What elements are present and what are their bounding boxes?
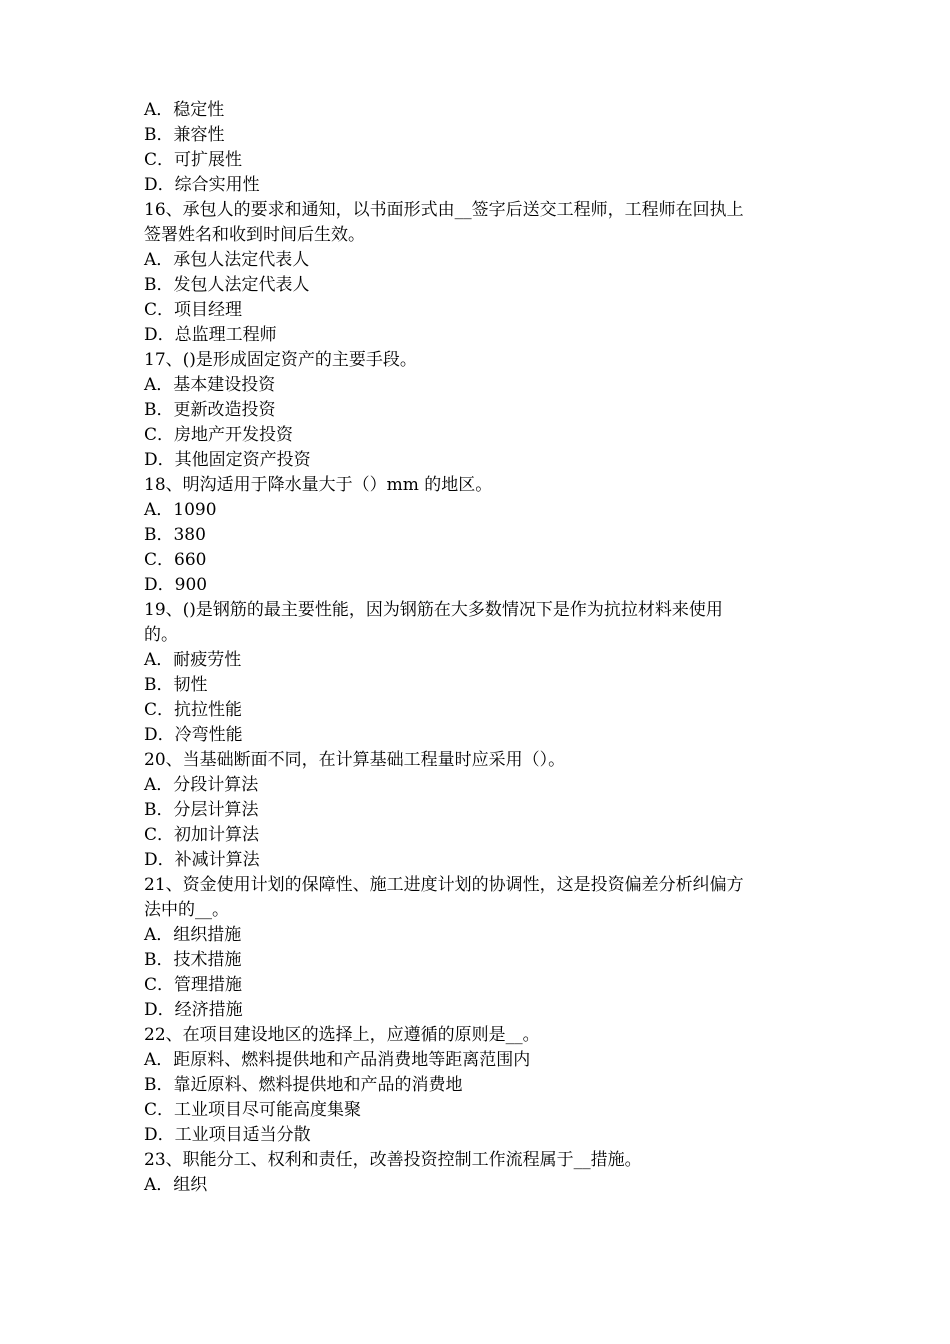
option-line: A．耐疲劳性 [144, 650, 242, 670]
option-line: C．660 [144, 550, 207, 570]
option-line: C．可扩展性 [144, 150, 243, 170]
question-line: 法中的__。 [144, 900, 229, 920]
option-line: D．补减计算法 [144, 850, 260, 870]
document-body [144, 98, 814, 1198]
question-line: 19、()是钢筋的最主要性能，因为钢筋在大多数情况下是作为抗拉材料来使用 [144, 600, 723, 620]
option-line: A．组织 [144, 1175, 208, 1195]
option-line: A．分段计算法 [144, 775, 259, 795]
option-line: A．1090 [144, 500, 217, 520]
question-line: 16、承包人的要求和通知，以书面形式由__签字后送交工程师，工程师在回执上 [144, 200, 744, 220]
option-line: A．距原料、燃料提供地和产品消费地等距离范围内 [144, 1050, 531, 1070]
option-line: B．技术措施 [144, 950, 242, 970]
option-line: D．经济措施 [144, 1000, 243, 1020]
question-line: 23、职能分工、权利和责任，改善投资控制工作流程属于__措施。 [144, 1150, 642, 1170]
option-line: B．发包人法定代表人 [144, 275, 310, 295]
question-line: 的。 [144, 625, 178, 645]
option-line: B．更新改造投资 [144, 400, 276, 420]
question-line: 17、()是形成固定资产的主要手段。 [144, 350, 417, 370]
question-line: 18、明沟适用于降水量大于（）mm 的地区。 [144, 475, 493, 495]
option-line: D．总监理工程师 [144, 325, 277, 345]
question-line: 22、在项目建设地区的选择上，应遵循的原则是__。 [144, 1025, 540, 1045]
option-line: D．900 [144, 575, 208, 595]
option-line: C．抗拉性能 [144, 700, 243, 720]
option-line: D．其他固定资产投资 [144, 450, 311, 470]
option-line: C．项目经理 [144, 300, 243, 320]
option-line: B．韧性 [144, 675, 208, 695]
option-line: B．靠近原料、燃料提供地和产品的消费地 [144, 1075, 463, 1095]
question-line: 21、资金使用计划的保障性、施工进度计划的协调性，这是投资偏差分析纠偏方 [144, 875, 744, 895]
option-line: B．380 [144, 525, 206, 545]
option-line: C．管理措施 [144, 975, 243, 995]
option-line: D．冷弯性能 [144, 725, 243, 745]
option-line: C．工业项目尽可能高度集聚 [144, 1100, 362, 1120]
question-line: 20、当基础断面不同，在计算基础工程量时应采用（）。 [144, 750, 566, 770]
option-line: B．分层计算法 [144, 800, 259, 820]
option-line: B．兼容性 [144, 125, 225, 145]
question-line: 签署姓名和收到时间后生效。 [144, 225, 365, 245]
option-line: C．房地产开发投资 [144, 425, 294, 445]
option-line: D．综合实用性 [144, 175, 260, 195]
option-line: A．承包人法定代表人 [144, 250, 310, 270]
option-line: A．组织措施 [144, 925, 242, 945]
option-line: D．工业项目适当分散 [144, 1125, 311, 1145]
option-line: C．初加计算法 [144, 825, 260, 845]
option-line: A．基本建设投资 [144, 375, 276, 395]
option-line: A．稳定性 [144, 100, 225, 120]
